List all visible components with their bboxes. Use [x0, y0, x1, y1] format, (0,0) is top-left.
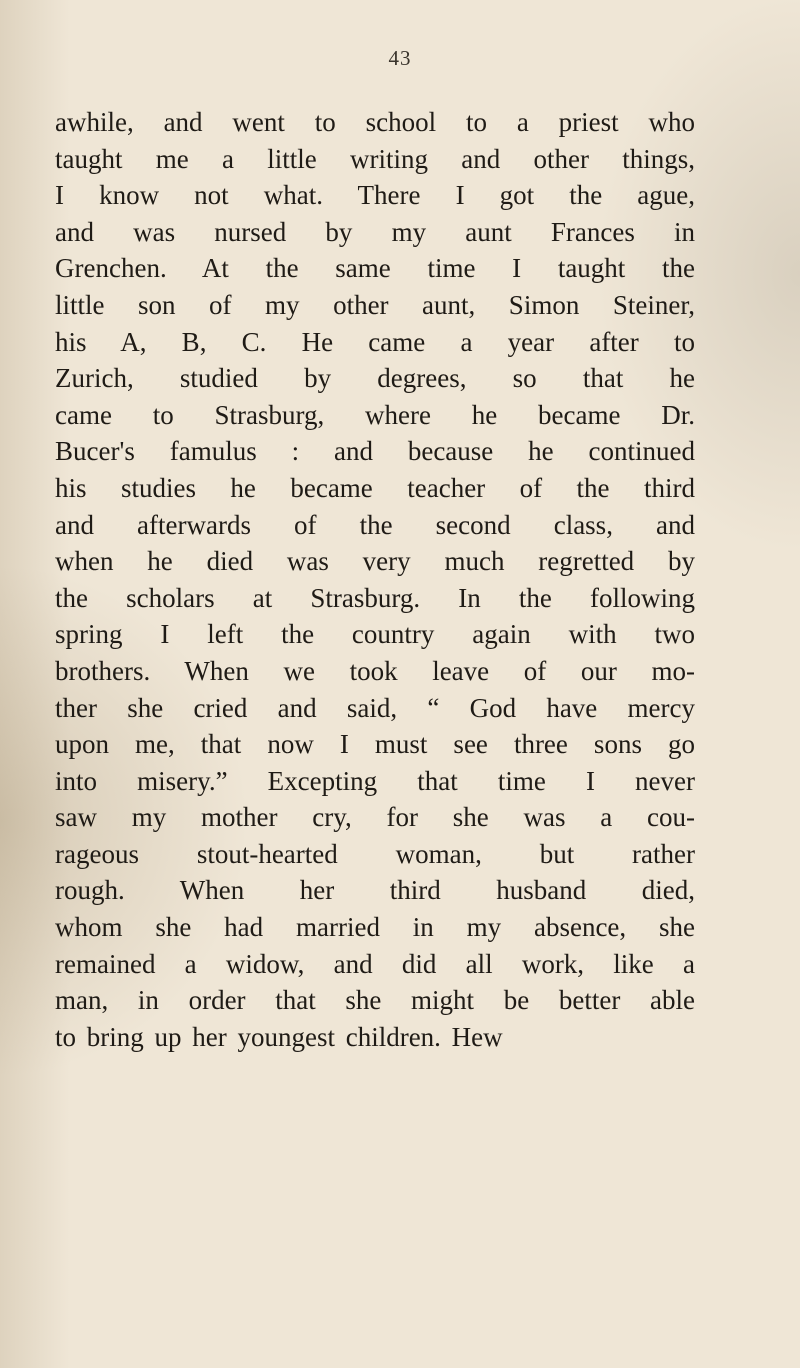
text-line: whom she had married in my absence, she: [55, 912, 695, 943]
text-line: his A, B, C. He came a year after to: [55, 326, 695, 357]
text-line: Zurich, studied by degrees, so that he: [55, 363, 695, 394]
text-line: and afterwards of the second class, and: [55, 509, 695, 540]
text-line: remained a widow, and did all work, like a: [55, 948, 695, 979]
text-line: man, in order that she might be better able: [55, 985, 695, 1016]
text-line: and was nursed by my aunt Frances in: [55, 216, 695, 247]
text-line: spring I left the country again with two: [55, 619, 695, 650]
text-line: to bring up her youngest children. Hew: [55, 1021, 503, 1052]
text-line: into misery.” Excepting that time I never: [55, 765, 695, 796]
text-line: rageous stout-hearted woman, but rather: [55, 838, 695, 869]
text-line: I know not what. There I got the ague,: [55, 180, 695, 211]
text-line: came to Strasburg, where he became Dr.: [55, 399, 695, 430]
text-line: his studies he became teacher of the third: [55, 472, 695, 503]
text-line: Grenchen. At the same time I taught the: [55, 253, 695, 284]
text-line: brothers. When we took leave of our mo-: [55, 655, 695, 686]
text-line: Bucer's famulus : and because he continued: [55, 436, 695, 467]
body-text: [55, 104, 695, 1055]
text-line: upon me, that now I must see three sons go: [55, 729, 695, 760]
text-line: when he died was very much regretted by: [55, 546, 695, 577]
text-line: little son of my other aunt, Simon Steiner,: [55, 289, 695, 320]
text-line: ther she cried and said, “ God have mercy: [55, 692, 695, 723]
text-line: saw my mother cry, for she was a cou-: [55, 802, 695, 833]
text-line: the scholars at Strasburg. In the following: [55, 582, 695, 613]
text-line: awhile, and went to school to a priest who: [55, 107, 695, 137]
page-number: 43: [388, 46, 412, 70]
text-line: taught me a little writing and other things,: [55, 143, 695, 174]
text-line: rough. When her third husband died,: [55, 875, 695, 906]
